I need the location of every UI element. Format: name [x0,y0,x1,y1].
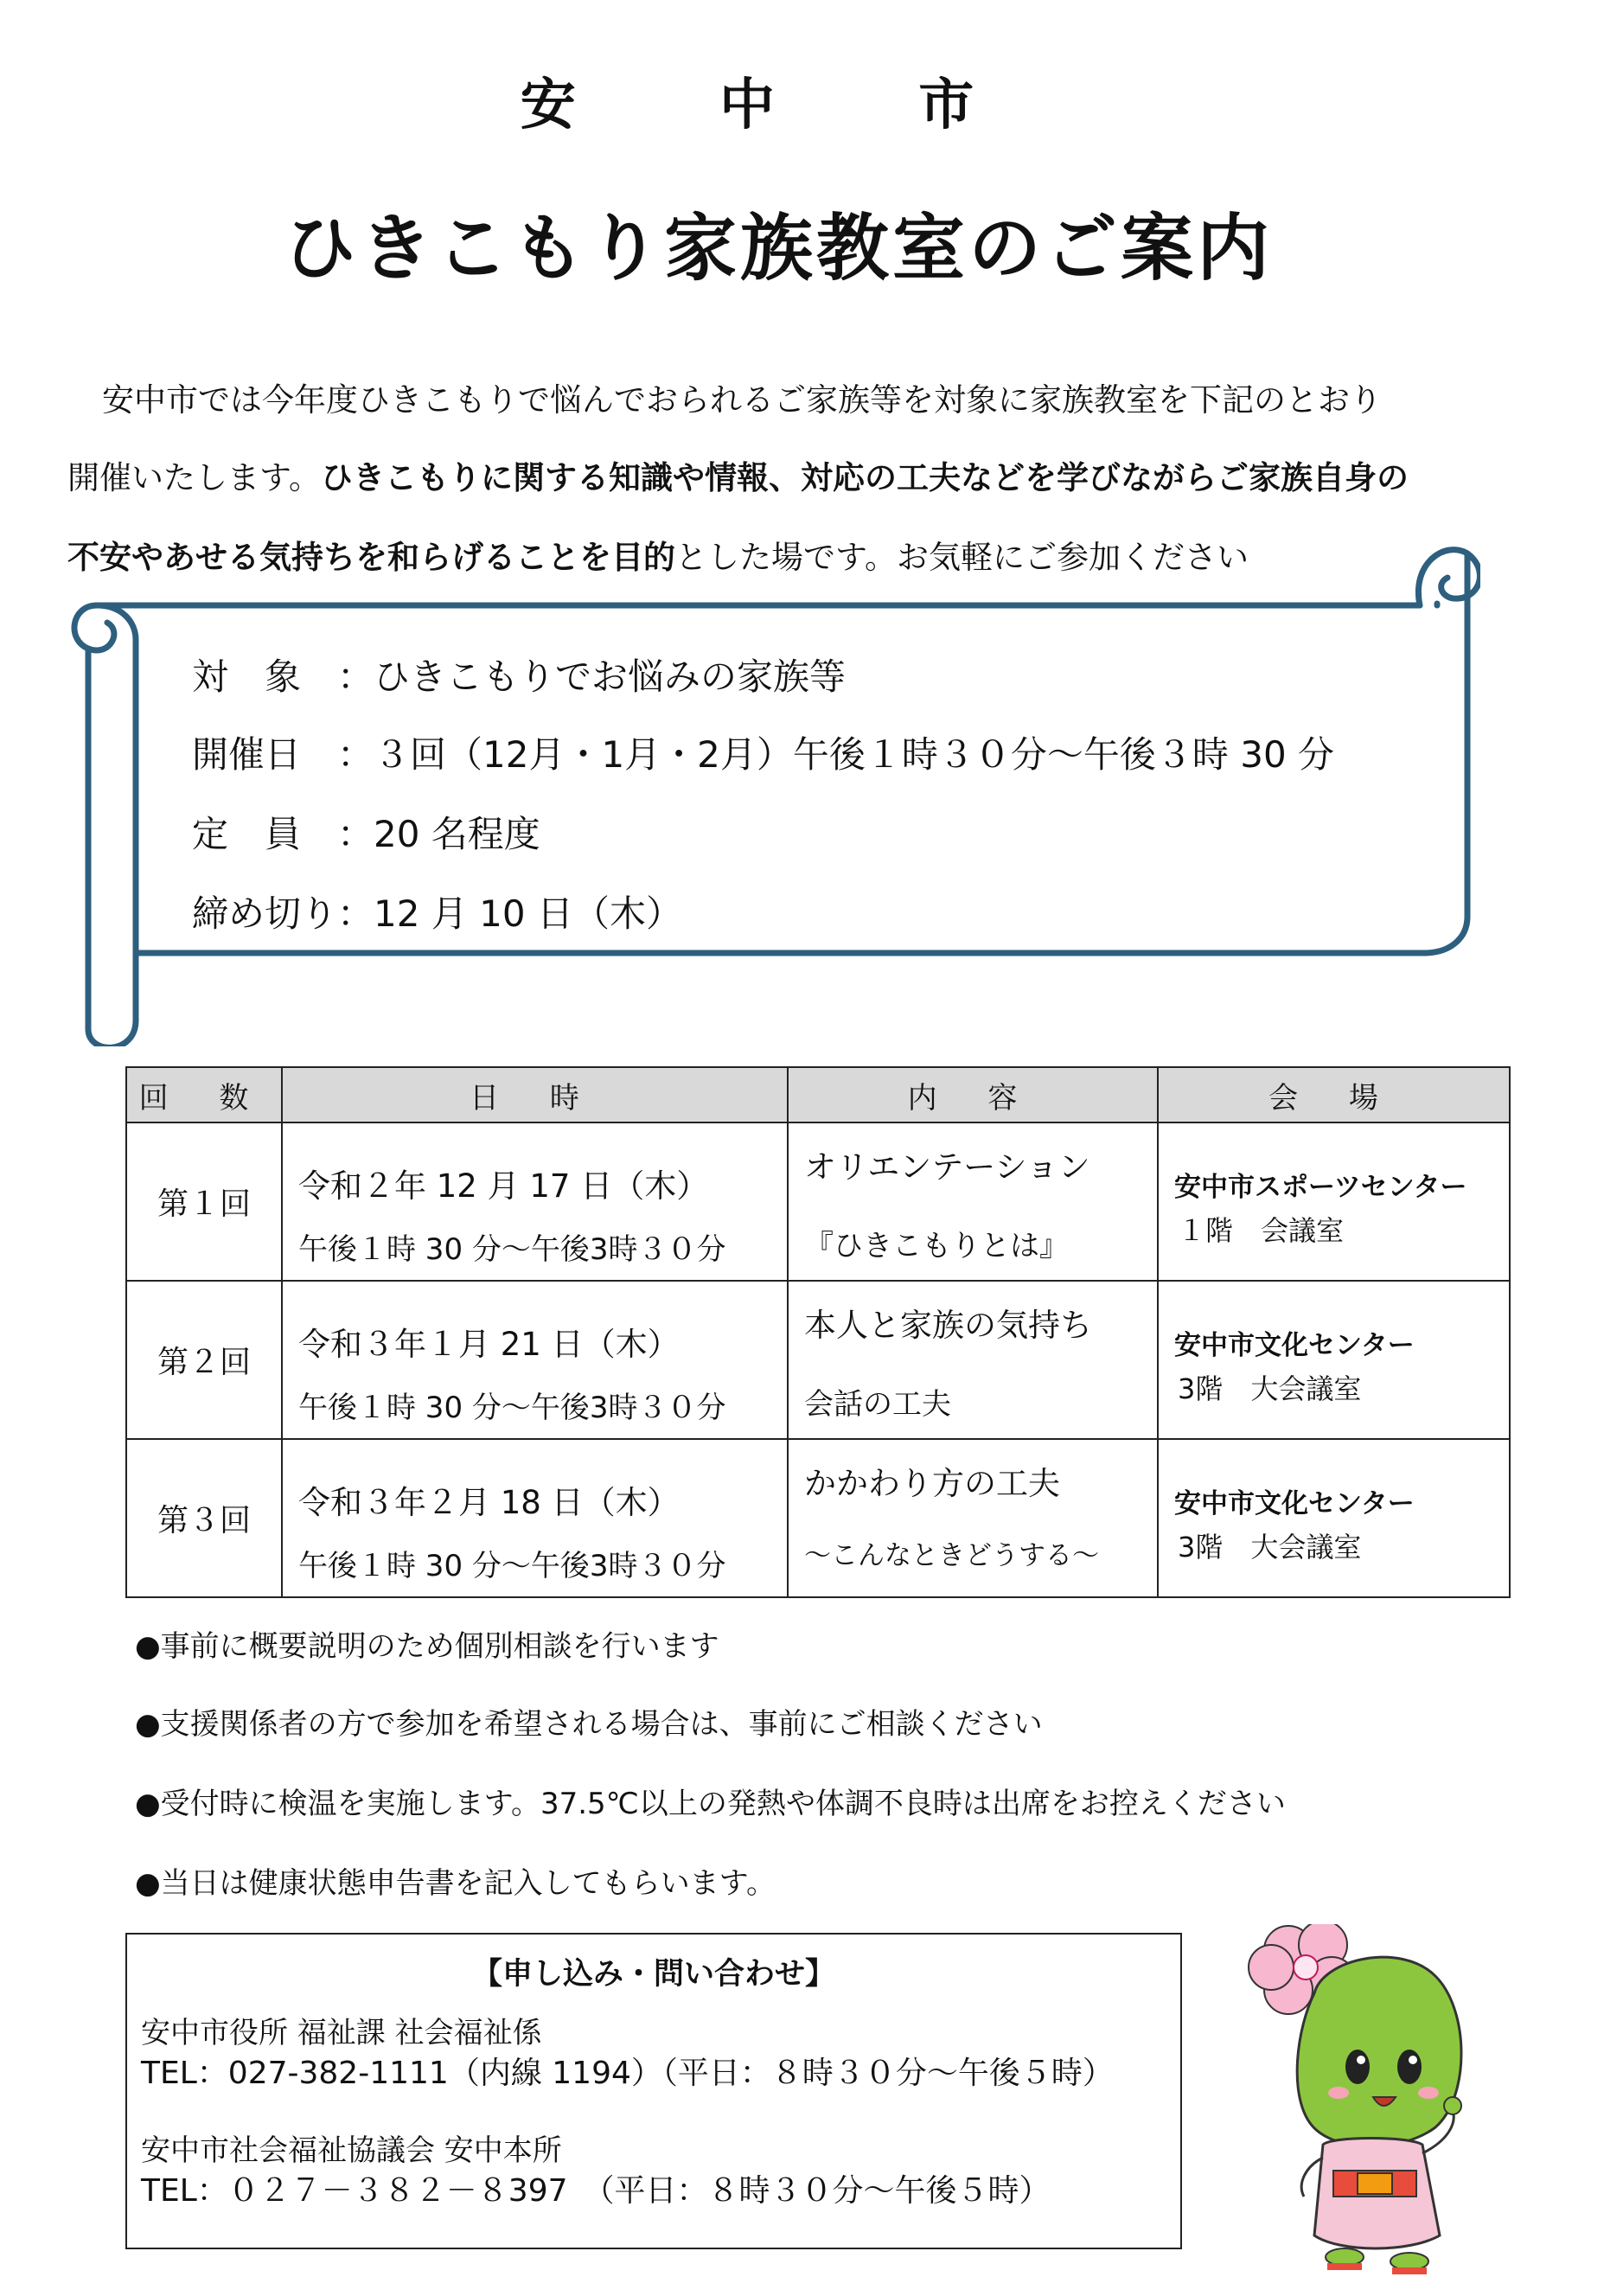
mascot-illustration [1236,1924,1496,2287]
info-target [192,649,846,700]
venue-name: 安中市文化センター [1174,1330,1415,1361]
info-dates-label: 開催日 [192,733,302,776]
table-row [126,1439,1510,1597]
datetime-cell [282,1122,788,1281]
datetime-cell [282,1281,788,1439]
info-capacity-label: 定 員 [192,813,302,855]
intro-line-2 [67,451,1409,498]
content-main: 本人と家族の気持ち [804,1307,1092,1344]
content-sub: 『ひきこもりとは』 [804,1229,1069,1263]
session-time: 午後１時 30 分～午後3時３０分 [298,1549,726,1583]
page-title: ひきこもり家族教室のご案内 [283,206,1273,291]
session-time: 午後１時 30 分～午後3時３０分 [298,1232,726,1267]
session-cell: 第２回 [126,1281,282,1439]
city-title: 安 中 市 [520,74,1037,138]
column-header-datetime: 日 時 [282,1067,788,1122]
contact-tel-1: TEL：027-382-1111（内線 1194）（平日：８時３０分～午後５時） [141,2056,1114,2091]
info-deadline [192,886,682,937]
venue-name: 安中市スポーツセンター [1174,1172,1467,1203]
scroll-frame-illustration [62,536,1480,1046]
session-date: 令和３年２月 18 日（木） [298,1484,680,1521]
note-item: ●当日は健康状態申告書を記入してもらいます。 [135,1866,776,1901]
column-header-content: 内 容 [788,1067,1158,1122]
session-date: 令和３年１月 21 日（木） [298,1326,680,1363]
datetime-cell [282,1439,788,1597]
contact-org-1: 安中市役所 福祉課 社会福祉係 [141,2016,542,2050]
note-item: ●受付時に検温を実施します。37.5℃以上の発熱や体調不良時は出席をお控えください [135,1787,1286,1821]
session-time: 午後１時 30 分～午後3時３０分 [298,1391,726,1425]
table-row [126,1281,1510,1439]
content-sub: ～こんなときどうする～ [804,1540,1099,1571]
info-capacity [192,806,540,858]
venue-room: 3階 大会議室 [1178,1531,1362,1564]
venue-cell [1158,1439,1510,1597]
content-sub: 会話の工夫 [804,1387,951,1422]
intro-line-2-bold: ひきこもりに関する知識や情報、対応の工夫などを学びながらご家族自身の [321,459,1409,496]
intro-line-1: 安中市では今年度ひきこもりで悩んでおられるご家族等を対象に家族教室を下記のとおり [102,381,1382,419]
table-header-row [126,1067,1510,1122]
content-main: オリエンテーション [804,1148,1090,1186]
info-deadline-label: 締め切り [192,892,338,935]
session-cell: 第３回 [126,1439,282,1597]
contact-tel-2: TEL：０２７－３８２－８397 （平日：８時３０分～午後５時） [141,2173,1051,2209]
table-row [126,1122,1510,1281]
info-capacity-value: ：20 名程度 [337,813,540,855]
info-deadline-value: ：12 月 10 日（木） [337,892,682,935]
column-header-session: 回 数 [126,1067,282,1122]
note-item: ●支援関係者の方で参加を希望される場合は、事前にご相談ください [135,1707,1043,1742]
content-cell [788,1439,1158,1597]
intro-line-3-plain: とした場です。お気軽にご参加ください [675,539,1249,576]
note-item: ●事前に概要説明のため個別相談を行います [135,1629,719,1664]
session-cell: 第１回 [126,1122,282,1281]
info-target-value: ：ひきこもりでお悩みの家族等 [337,656,847,698]
content-cell [788,1122,1158,1281]
venue-room: １階 会議室 [1178,1214,1345,1247]
info-dates [192,726,1334,778]
column-header-venue: 会 場 [1158,1067,1510,1122]
content-main: かかわり方の工夫 [804,1465,1060,1502]
schedule-table [125,1066,1511,1598]
intro-line-3-bold: 不安やあせる気持ちを和らげることを目的 [67,539,675,576]
contact-org-2: 安中市社会福祉協議会 安中本所 [141,2133,562,2168]
contact-heading: 【申し込み・問い合わせ】 [471,1957,835,1992]
venue-name: 安中市文化センター [1174,1488,1415,1519]
info-target-label: 対 象 [192,656,302,698]
info-dates-value: ：３回（12月・1月・2月）午後１時３０分～午後３時 30 分 [337,733,1335,776]
venue-cell [1158,1281,1510,1439]
session-date: 令和２年 12 月 17 日（木） [298,1167,709,1205]
intro-line-2-plain: 開催いたします。 [67,459,322,496]
venue-cell [1158,1122,1510,1281]
content-cell [788,1281,1158,1439]
contact-box [125,1933,1182,2249]
venue-room: 3階 大会議室 [1178,1372,1362,1405]
